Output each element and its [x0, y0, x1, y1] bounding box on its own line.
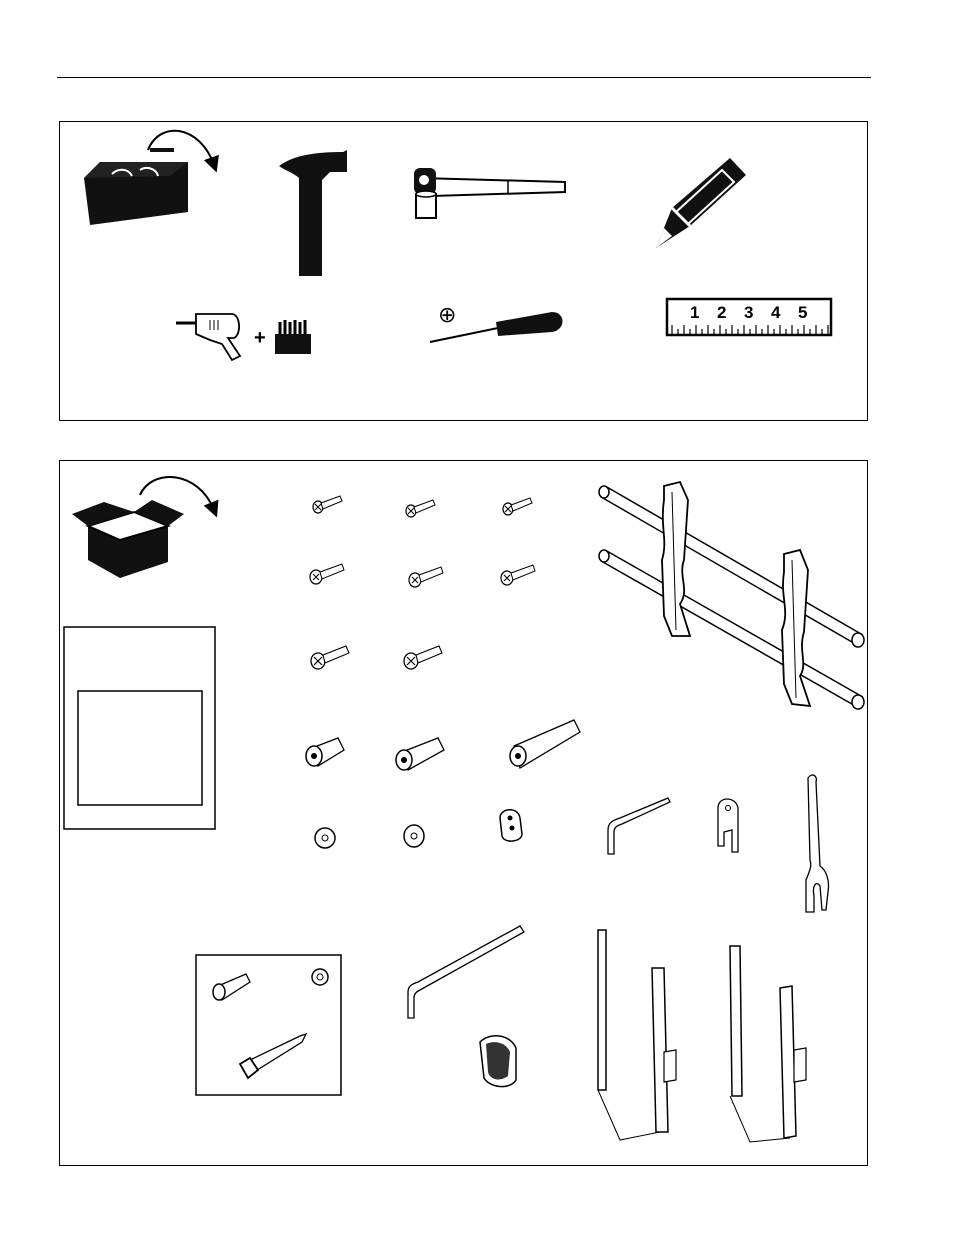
phillips-symbol: ⊕ [438, 303, 457, 328]
spanner-icon [806, 775, 829, 912]
long-hex-key-icon [408, 926, 524, 1018]
wall-anchor-kit-icon [196, 955, 341, 1095]
hammer-icon [279, 150, 347, 276]
ruler-number: 1 [690, 303, 700, 322]
drill-with-bits-icon [176, 314, 311, 360]
pencil-icon [656, 158, 746, 248]
ruler-number: 5 [798, 303, 808, 322]
bracket-clip-icon [500, 810, 522, 841]
socket-wrench-icon [414, 168, 565, 218]
wall-plate-icon [598, 930, 806, 1142]
toolbox-icon [84, 131, 214, 225]
ruler-icon [667, 299, 831, 335]
hex-key-icon [608, 798, 670, 854]
screw-icon [310, 496, 535, 669]
bracket-cap-icon [480, 1036, 516, 1087]
ruler-number: 3 [744, 303, 754, 322]
barrel-bolt-icon [306, 720, 580, 770]
mounting-rail-icon [599, 482, 864, 709]
spacer-icon [315, 825, 424, 848]
open-box-icon [72, 477, 214, 578]
ruler-number: 2 [717, 303, 727, 322]
adapter-bracket-icon [718, 799, 738, 852]
instruction-sheet-icon [64, 627, 215, 829]
plus-sign: + [254, 327, 266, 349]
phillips-screwdriver-icon [430, 303, 563, 342]
ruler-number: 4 [771, 303, 781, 322]
